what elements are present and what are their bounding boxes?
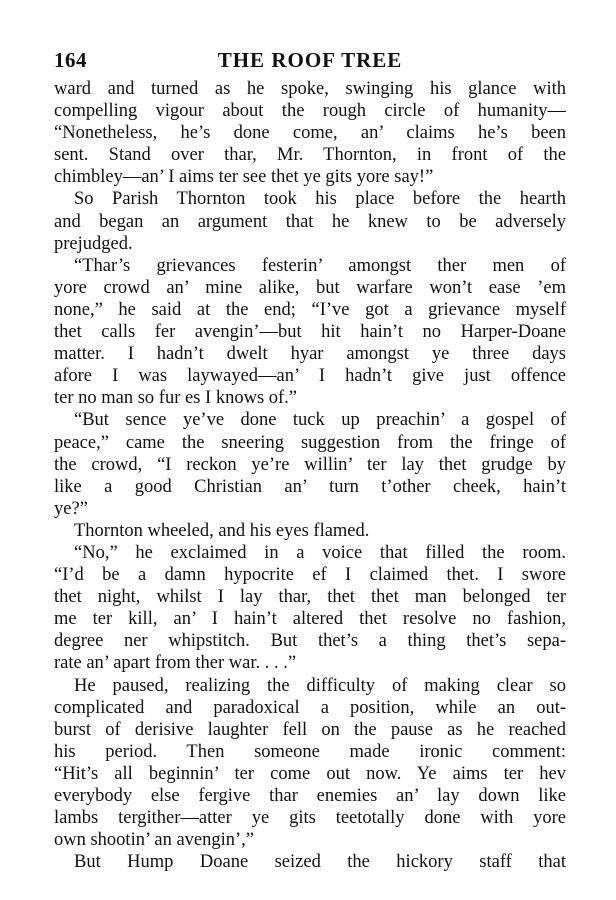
- paragraph: [54, 542, 566, 675]
- text-line: and began an argument that he knew to be adversely: [54, 211, 566, 232]
- text-line: the crowd, “I reckon ye’re willin’ ter lay thet grudge by: [54, 454, 566, 475]
- text-line: rate an’ apart from ther war. . . .”: [54, 653, 297, 674]
- running-title: THE ROOF TREE: [217, 48, 403, 72]
- text-line: afore I was laywayed—an’ I hadn’t give just offence: [54, 366, 566, 387]
- running-head: [54, 48, 566, 78]
- text-line: ter no man so fur es I knows of.”: [54, 388, 298, 409]
- text-line: “But sence ye’ve done tuck up preachin’ a gospel of: [74, 410, 566, 431]
- paragraph: [54, 675, 566, 852]
- paragraph: [54, 188, 566, 254]
- text-line: like a good Christian an’ turn t’other cheek, hain’t: [54, 476, 566, 497]
- text-line: “No,” he exclaimed in a voice that filled the room.: [74, 542, 566, 563]
- body-text: [54, 78, 566, 873]
- text-line: peace,” came the sneering suggestion from the fringe of: [54, 432, 566, 453]
- paragraph: [54, 409, 566, 519]
- text-line: burst of derisive laughter fell on the pause as he reached: [54, 719, 566, 740]
- text-line: degree ner whipstitch. But thet’s a thing thet’s sepa-: [54, 631, 566, 652]
- text-line: ye?”: [54, 498, 88, 519]
- paragraph: [54, 851, 566, 873]
- text-line: his period. Then someone made ironic comment:: [54, 741, 566, 762]
- paragraph: [54, 78, 566, 188]
- text-line: complicated and paradoxical a position, while an out-: [54, 697, 566, 718]
- text-line: lambs tergither—atter ye gits teetotally done with yore: [54, 808, 566, 829]
- text-line: me ter kill, an’ I hain’t altered thet resolve no fashion,: [54, 609, 566, 630]
- text-line: “Hit’s all beginnin’ ter come out now. Ye aims ter hev: [54, 763, 566, 784]
- text-line: prejudged.: [54, 233, 133, 254]
- text-line: He paused, realizing the difficulty of making clear so: [74, 675, 566, 696]
- text-line: everybody else fergive thar enemies an’ lay down like: [54, 786, 566, 806]
- page-number: 164: [54, 48, 87, 72]
- text-line: thet night, whilst I lay thar, thet thet man belonged ter: [54, 587, 566, 608]
- text-line: matter. I hadn’t dwelt hyar amongst ye three days: [54, 344, 566, 365]
- text-line: “Thar’s grievances festerin’ amongst ther men of: [74, 255, 566, 276]
- text-line: none,” he said at the end; “I’ve got a grievance myself: [54, 299, 566, 320]
- text-line: compelling vigour about the rough circle of humanity—: [54, 101, 566, 122]
- paragraph: [54, 255, 566, 410]
- text-line: “I’d be a damn hypocrite ef I claimed thet. I swore: [54, 565, 566, 586]
- text-line: sent. Stand over thar, Mr. Thornton, in front of the: [54, 145, 566, 166]
- text-line: So Parish Thornton took his place before the hearth: [74, 189, 566, 210]
- book-page: [54, 48, 566, 873]
- text-line: chimbley—an’ I aims ter see thet ye gits yore say!”: [54, 167, 434, 188]
- text-line: But Hump Doane seized the hickory staff that: [74, 852, 566, 873]
- text-line: Thornton wheeled, and his eyes flamed.: [74, 520, 370, 541]
- paragraph: [54, 520, 566, 542]
- text-line: ward and turned as he spoke, swinging his glance with: [54, 79, 566, 99]
- text-line: thet calls fer avengin’—but hit hain’t no Harper-Doane: [54, 322, 566, 343]
- text-line: own shootin’ an avengin’,”: [54, 830, 255, 851]
- text-line: “Nonetheless, he’s done come, an’ claims he’s been: [54, 123, 566, 144]
- text-line: yore crowd an’ mine alike, but warfare won’t ease ’em: [54, 277, 566, 298]
